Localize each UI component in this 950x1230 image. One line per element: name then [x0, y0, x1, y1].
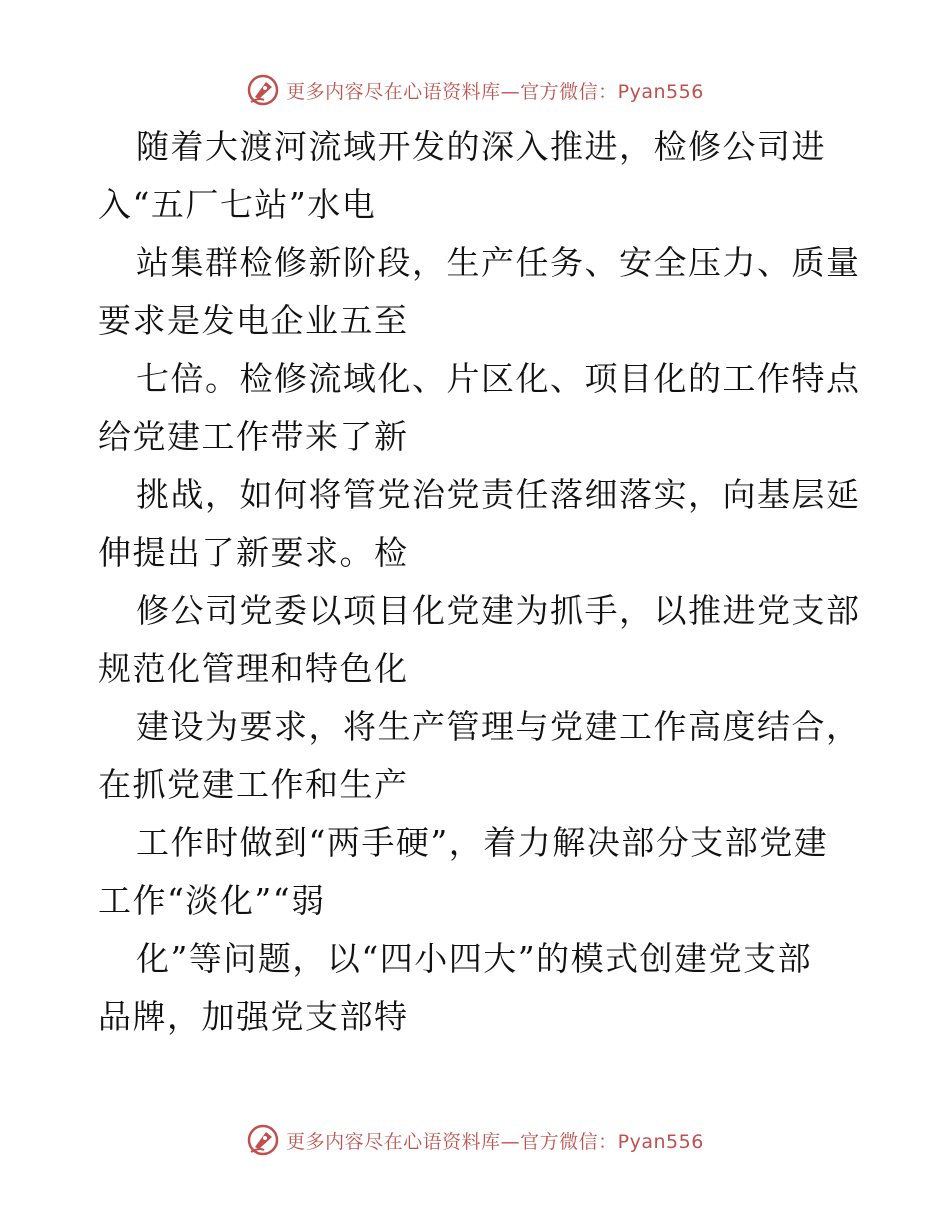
body-line: 随着大渡河流域开发的深入推进，检修公司进 — [136, 127, 826, 166]
body-line: 挑战，如何将管党治党责任落细落实，向基层延 — [136, 475, 861, 514]
pen-nib-logo-icon — [246, 73, 280, 107]
body-line: 入“五厂七站”水电 — [98, 185, 377, 224]
page-footer-banner — [0, 1120, 950, 1160]
body-line: 工作“淡化”“弱 — [98, 881, 326, 920]
footer-text: 更多内容尽在心语资料库—官方微信：Pyan556 — [286, 1130, 704, 1153]
body-line: 在抓党建工作和生产 — [98, 765, 409, 804]
body-line: 修公司党委以项目化党建为抓手，以推进党支部 — [136, 591, 861, 630]
body-line: 品牌，加强党支部特 — [98, 997, 409, 1036]
body-line: 伸提出了新要求。检 — [98, 533, 409, 572]
page-header-banner — [0, 70, 950, 110]
body-line: 站集群检修新阶段，生产任务、安全压力、质量 — [136, 243, 861, 282]
body-line: 要求是发电企业五至 — [98, 301, 409, 340]
header-text: 更多内容尽在心语资料库—官方微信：Pyan556 — [286, 80, 704, 103]
pen-nib-logo-icon — [246, 1123, 280, 1157]
body-line: 建设为要求，将生产管理与党建工作高度结合， — [136, 707, 861, 746]
body-line: 化”等问题，以“四小四大”的模式创建党支部 — [136, 939, 813, 978]
body-line: 七倍。检修流域化、片区化、项目化的工作特点 — [136, 359, 861, 398]
body-line: 工作时做到“两手硬”，着力解决部分支部党建 — [136, 823, 829, 862]
body-line: 给党建工作带来了新 — [98, 417, 409, 456]
document-body — [98, 118, 861, 1046]
body-line: 规范化管理和特色化 — [98, 649, 409, 688]
